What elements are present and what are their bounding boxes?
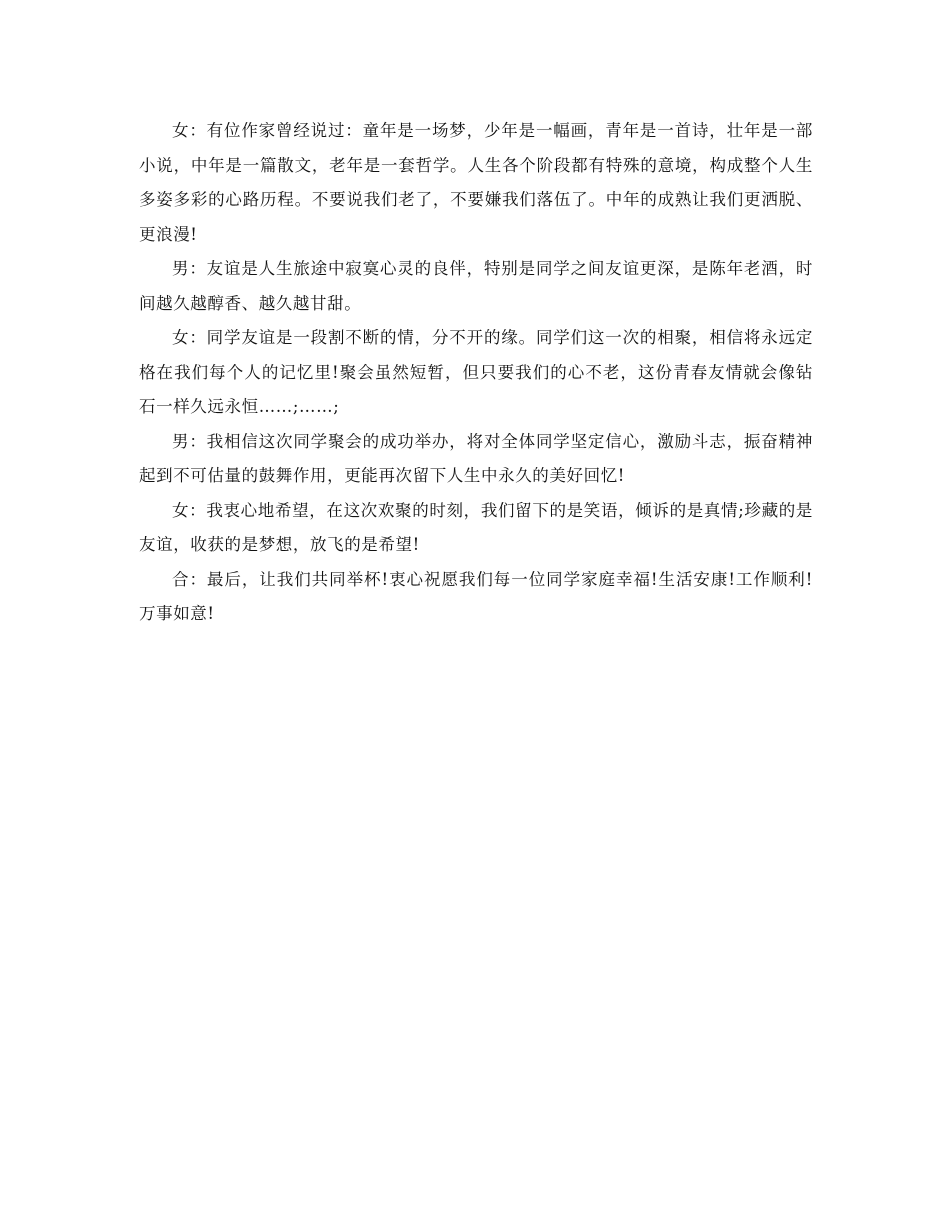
paragraph-male-2: 男：我相信这次同学聚会的成功举办，将对全体同学坚定信心，激励斗志，振奋精神起到不可估量的鼓舞作用，更能再次留下人生中永久的美好回忆! [139, 431, 813, 485]
paragraph-female-3: 女：我衷心地希望，在这次欢聚的时刻，我们留下的是笑语，倾诉的是真情;珍藏的是友谊，收获的是梦想，放飞的是希望! [139, 500, 813, 554]
paragraph-male-1: 男：友谊是人生旅途中寂寞心灵的良伴，特别是同学之间友谊更深，是陈年老酒，时间越久越醇香、越久越甘甜。 [139, 259, 813, 313]
paragraph-female-2: 女：同学友谊是一段割不断的情，分不开的缘。同学们这一次的相聚，相信将永远定格在我们每个人的记忆里!聚会虽然短暂，但只要我们的心不老，这份青春友情就会像钻石一样久远永恒……;……; [139, 328, 813, 416]
paragraph-female-1: 女：有位作家曾经说过：童年是一场梦，少年是一幅画，青年是一首诗，壮年是一部小说，中年是一篇散文，老年是一套哲学。人生各个阶段都有特殊的意境，构成整个人生多姿多彩的心路历程。不要说我们老了，不要嫌我们落伍了。中年的成熟让我们更洒脱、更浪漫! [139, 121, 813, 244]
document-body [139, 114, 813, 632]
paragraph-together: 合：最后，让我们共同举杯!衷心祝愿我们每一位同学家庭幸福!生活安康!工作顺利!万事如意! [139, 569, 813, 623]
